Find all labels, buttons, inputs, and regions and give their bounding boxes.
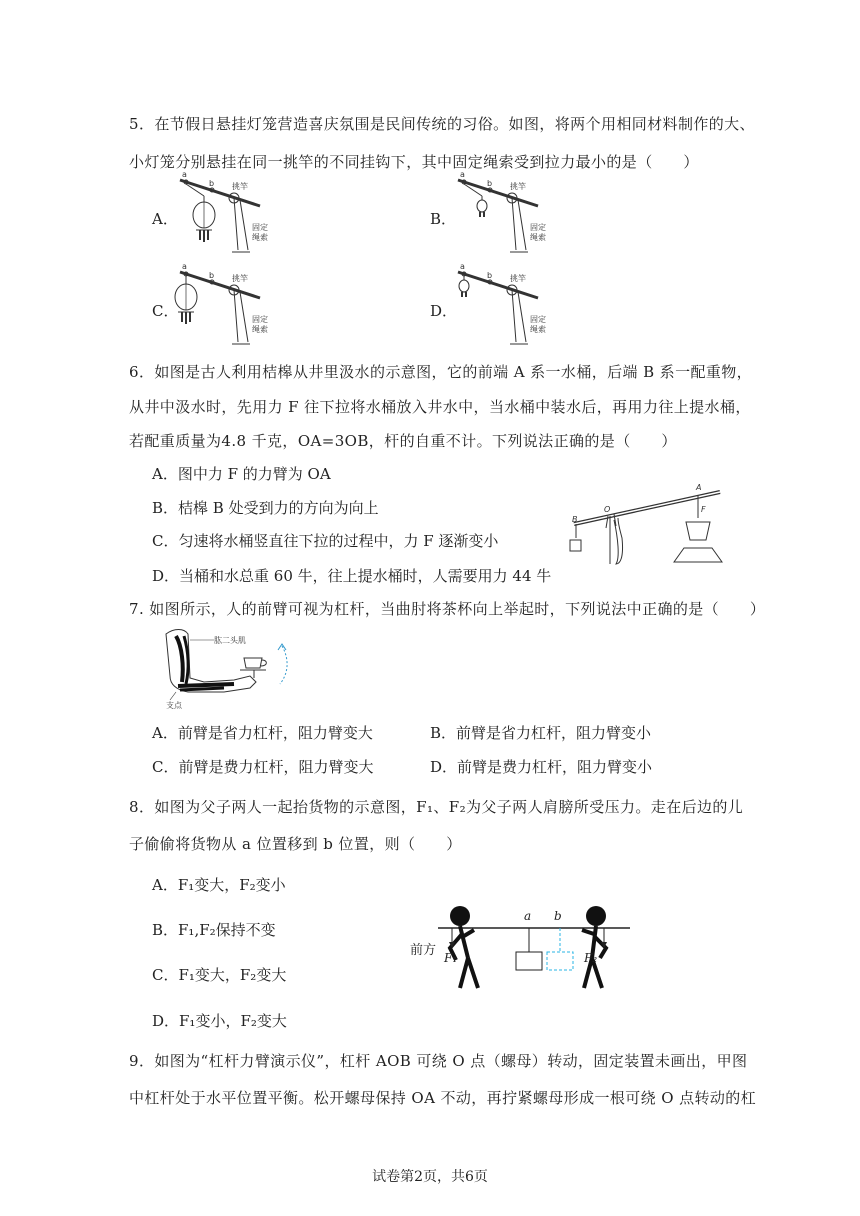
- q6-option-a: A．图中力 F 的力臂为 OA: [152, 465, 331, 483]
- q5-text-line1: 5．在节假日悬挂灯笼营造喜庆氛围是民间传统的习俗。如图，将两个用相同材料制作的大、: [129, 115, 755, 133]
- q6-option-d: D．当桶和水总重 60 牛，往上提水桶时，人需要用力 44 牛: [152, 567, 552, 585]
- q6-shadoof-figure: [562, 478, 732, 578]
- q8-option-c: C．F₁变大，F₂变大: [152, 966, 287, 984]
- svg-text:固定: 固定: [252, 223, 268, 232]
- svg-text:a: a: [182, 170, 187, 179]
- q5-option-d: D．: [430, 302, 458, 320]
- q7-option-b: B．前臂是省力杠杆，阻力臂变小: [430, 724, 652, 742]
- q8-option-a: A．F₁变大，F₂变小: [152, 876, 286, 894]
- svg-text:挑竿: 挑竿: [510, 274, 526, 283]
- q9-text-line2: 中杠杆处于水平位置平衡。松开螺母保持 OA 不动，再拧紧螺母形成一根可绕 O 点转动的杠: [129, 1089, 757, 1107]
- svg-text:支点: 支点: [166, 701, 182, 710]
- svg-text:a: a: [460, 262, 465, 271]
- svg-text:前方: 前方: [410, 943, 437, 958]
- page-footer: 试卷第2页，共6页: [372, 1169, 488, 1185]
- q6-option-c: C．匀速将水桶竖直往下拉的过程中，力 F 逐渐变小: [152, 532, 499, 550]
- q5-option-c: C．: [152, 302, 179, 320]
- svg-text:O: O: [604, 505, 611, 514]
- q8-text-line1: 8．如图为父子两人一起抬货物的示意图，F₁、F₂为父子两人肩膀所受压力。走在后边的儿: [129, 798, 744, 816]
- q9-text-line1: 9．如图为“杠杆力臂演示仪”，杠杆 AOB 可绕 O 点（螺母）转动，固定装置未画出，甲图: [129, 1052, 748, 1070]
- svg-text:肱二头肌: 肱二头肌: [214, 636, 246, 645]
- svg-text:B: B: [572, 515, 578, 524]
- svg-text:固定: 固定: [530, 223, 546, 232]
- q7-option-a: A．前臂是省力杠杆，阻力臂变大: [152, 724, 373, 742]
- svg-text:挑竿: 挑竿: [232, 182, 248, 191]
- q6-text-line3: 若配重质量为4.8 千克，OA=3OB，杆的自重不计。下列说法正确的是（ ）: [129, 432, 677, 450]
- q5-figure-a: [178, 170, 278, 260]
- q5-figure-c: [178, 262, 278, 352]
- svg-text:固定: 固定: [252, 315, 268, 324]
- svg-text:挑竿: 挑竿: [510, 182, 526, 191]
- svg-text:b: b: [209, 271, 215, 280]
- q7-forearm-figure: [164, 626, 304, 714]
- svg-text:固定: 固定: [530, 315, 546, 324]
- svg-text:挑竿: 挑竿: [232, 274, 248, 283]
- svg-text:b: b: [487, 179, 493, 188]
- q5-option-a: A．: [152, 210, 178, 228]
- svg-text:a: a: [182, 262, 187, 271]
- svg-text:b: b: [209, 179, 215, 188]
- svg-text:a: a: [460, 170, 465, 179]
- q7-option-d: D．前臂是费力杠杆，阻力臂变小: [430, 758, 653, 776]
- svg-text:F₂: F₂: [584, 951, 598, 965]
- q7-text-line1: 7. 如图所示，人的前臂可视为杠杆，当曲肘将茶杯向上举起时，下列说法中正确的是（ ）: [129, 600, 766, 618]
- q8-option-d: D．F₁变小，F₂变大: [152, 1012, 287, 1030]
- svg-text:绳索: 绳索: [252, 325, 268, 334]
- q5-option-b: B．: [430, 210, 457, 228]
- svg-text:绳索: 绳索: [530, 325, 546, 334]
- q5-figure-b: [456, 170, 556, 260]
- q8-option-b: B．F₁,F₂保持不变: [152, 921, 276, 939]
- svg-text:F₁: F₁: [444, 951, 458, 965]
- svg-text:b: b: [554, 909, 562, 923]
- q7-option-c: C．前臂是费力杠杆，阻力臂变大: [152, 758, 374, 776]
- svg-text:b: b: [487, 271, 493, 280]
- q5-text-line2: 小灯笼分别悬挂在同一挑竿的不同挂钩下，其中固定绳索受到拉力最小的是（ ）: [129, 153, 699, 171]
- q8-text-line2: 子偷偷将货物从 a 位置移到 b 位置，则（ ）: [129, 835, 462, 853]
- svg-text:绳索: 绳索: [530, 233, 546, 242]
- q5-figure-d: [456, 262, 556, 352]
- q6-option-b: B．桔槔 B 处受到力的方向为向上: [152, 499, 379, 517]
- svg-text:a: a: [524, 909, 532, 923]
- q6-text-line1: 6．如图是古人利用桔槔从井里汲水的示意图，它的前端 A 系一水桶，后端 B 系一配重物，: [129, 363, 753, 381]
- svg-text:F: F: [701, 505, 706, 514]
- svg-text:绳索: 绳索: [252, 233, 268, 242]
- svg-text:A: A: [696, 483, 702, 492]
- q6-text-line2: 从井中汲水时，先用力 F 往下拉将水桶放入井水中，当水桶中装水后，再用力往上提水桶，: [129, 398, 751, 416]
- q8-carrying-figure: [408, 902, 632, 994]
